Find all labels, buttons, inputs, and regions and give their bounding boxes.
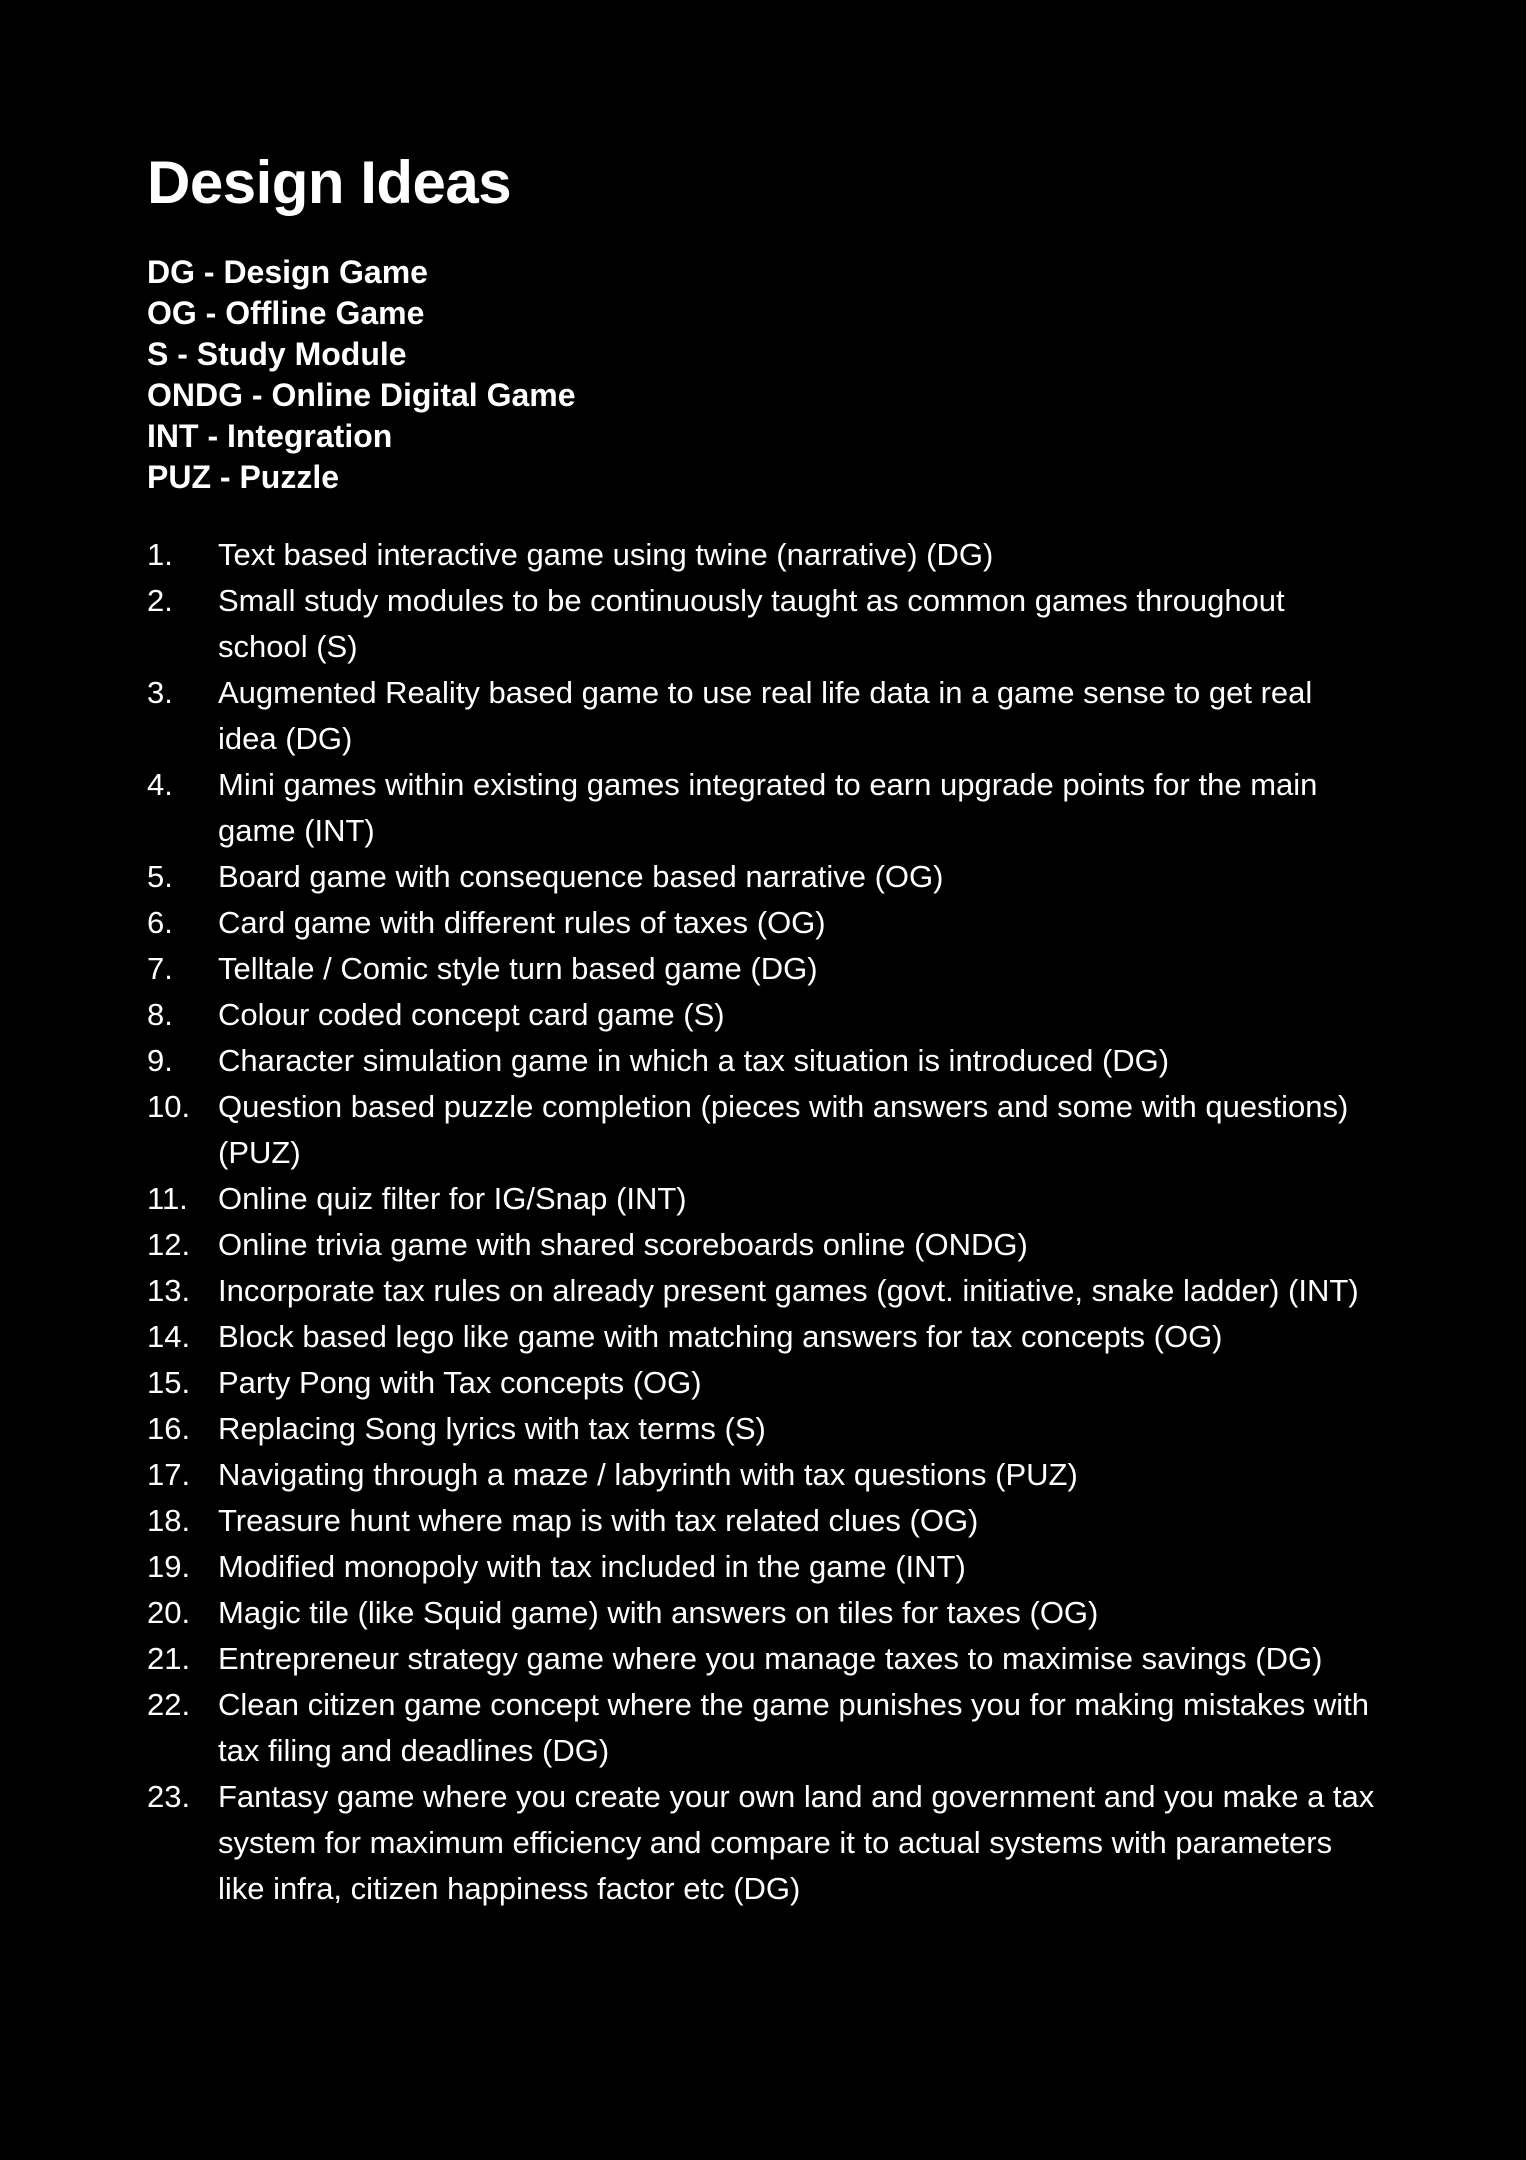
item-number: 15.: [147, 1365, 191, 1400]
item-text: Replacing Song lyrics with tax terms (S): [218, 1411, 766, 1446]
item-number: 13.: [147, 1273, 191, 1308]
item-text: Board game with consequence based narrative (OG): [218, 859, 944, 894]
list-item: [147, 1360, 1377, 1406]
item-text: Block based lego like game with matching answers for tax concepts (OG): [218, 1319, 1223, 1354]
item-number: 10.: [147, 1089, 191, 1124]
item-text: Navigating through a maze / labyrinth with tax questions (PUZ): [218, 1457, 1078, 1492]
item-text: Entrepreneur strategy game where you manage taxes to maximise savings (DG): [218, 1641, 1323, 1676]
item-text: Online quiz filter for IG/Snap (INT): [218, 1181, 687, 1216]
item-number: 12.: [147, 1227, 191, 1262]
legend-item: OG - Offline Game: [147, 295, 425, 331]
item-number: 8.: [147, 997, 173, 1032]
item-text: Party Pong with Tax concepts (OG): [218, 1365, 702, 1400]
item-number: 5.: [147, 859, 173, 894]
item-text: Text based interactive game using twine (narrative) (DG): [218, 537, 994, 572]
legend-item: ONDG - Online Digital Game: [147, 377, 576, 413]
list-item: [147, 1636, 1377, 1682]
item-number: 3.: [147, 675, 173, 710]
list-item: [147, 1314, 1377, 1360]
item-number: 20.: [147, 1595, 191, 1630]
item-number: 23.: [147, 1779, 191, 1814]
item-number: 7.: [147, 951, 173, 986]
item-text: Colour coded concept card game (S): [218, 997, 725, 1032]
item-text: Telltale / Comic style turn based game (DG): [218, 951, 818, 986]
list-item: [147, 992, 1377, 1038]
list-item: [147, 1452, 1377, 1498]
item-text: Magic tile (like Squid game) with answers on tiles for taxes (OG): [218, 1595, 1099, 1630]
list-item: [147, 1544, 1377, 1590]
page-title: Design Ideas: [147, 149, 512, 216]
item-text: Online trivia game with shared scoreboards online (ONDG): [218, 1227, 1028, 1262]
document-page: [147, 140, 1377, 1912]
item-number: 6.: [147, 905, 173, 940]
list-item: [147, 946, 1377, 992]
list-item: [147, 900, 1377, 946]
item-number: 16.: [147, 1411, 191, 1446]
legend-item: S - Study Module: [147, 336, 407, 372]
item-number: 22.: [147, 1687, 191, 1722]
item-text: Card game with different rules of taxes (OG): [218, 905, 826, 940]
list-item: [147, 1176, 1377, 1222]
item-text: Augmented Reality based game to use real life data in a game sense to get real idea (DG): [218, 675, 1313, 756]
item-text: Character simulation game in which a tax situation is introduced (DG): [218, 1043, 1170, 1078]
legend-item: PUZ - Puzzle: [147, 459, 340, 495]
item-number: 11.: [147, 1181, 188, 1216]
abbreviation-legend: [147, 252, 1377, 498]
list-item: [147, 1498, 1377, 1544]
legend-item: INT - Integration: [147, 418, 393, 454]
list-item: [147, 1406, 1377, 1452]
item-text: Clean citizen game concept where the game punishes you for making mistakes with tax filing and deadlines (DG): [218, 1687, 1370, 1768]
item-text: Question based puzzle completion (pieces with answers and some with questions) (PUZ): [218, 1089, 1349, 1170]
list-item: [147, 1038, 1377, 1084]
list-item: [147, 1682, 1377, 1774]
ideas-list: [147, 532, 1377, 1912]
item-number: 14.: [147, 1319, 191, 1354]
legend-item: DG - Design Game: [147, 254, 428, 290]
list-item: [147, 578, 1377, 670]
item-text: Treasure hunt where map is with tax related clues (OG): [218, 1503, 979, 1538]
item-number: 2.: [147, 583, 173, 618]
item-text: Fantasy game where you create your own land and government and you make a tax system for maximum efficiency and compare it to actual systems with parameters like infra, citizen happiness factor etc (DG): [218, 1779, 1375, 1906]
item-text: Small study modules to be continuously taught as common games throughout school (S): [218, 583, 1285, 664]
list-item: [147, 762, 1377, 854]
list-item: [147, 532, 1377, 578]
list-item: [147, 1084, 1377, 1176]
item-text: Incorporate tax rules on already present games (govt. initiative, snake ladder) (INT): [218, 1273, 1359, 1308]
list-item: [147, 670, 1377, 762]
item-number: 9.: [147, 1043, 173, 1078]
list-item: [147, 1590, 1377, 1636]
item-number: 18.: [147, 1503, 191, 1538]
list-item: [147, 1268, 1377, 1314]
item-number: 21.: [147, 1641, 191, 1676]
list-item: [147, 1774, 1377, 1912]
item-number: 1.: [147, 537, 173, 572]
item-number: 17.: [147, 1457, 191, 1492]
item-text: Modified monopoly with tax included in the game (INT): [218, 1549, 966, 1584]
list-item: [147, 1222, 1377, 1268]
item-text: Mini games within existing games integrated to earn upgrade points for the main game (INT): [218, 767, 1318, 848]
item-number: 4.: [147, 767, 173, 802]
item-number: 19.: [147, 1549, 191, 1584]
list-item: [147, 854, 1377, 900]
